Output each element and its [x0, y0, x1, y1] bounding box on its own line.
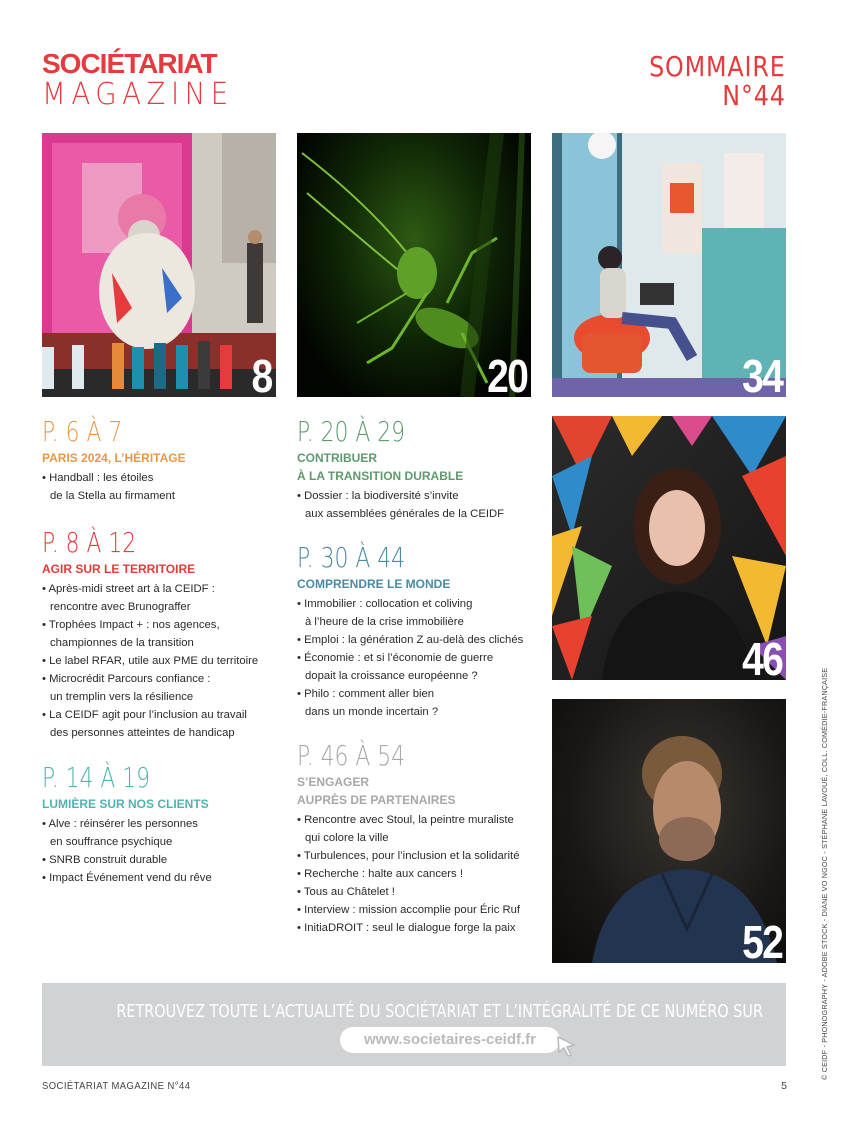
page-number-badge: 20: [486, 350, 527, 397]
list-item[interactable]: [42, 580, 258, 616]
item-line: • Recherche : halte aux cancers !: [297, 868, 463, 880]
actor-portrait-photo[interactable]: [552, 699, 786, 963]
item-line: dopait la croissance européenne ?: [305, 670, 478, 682]
item-line: • Interview : mission accomplie pour Éric Ruf: [297, 904, 520, 916]
item-line: • InitiaDROIT : seul le dialogue forge la paix: [297, 922, 516, 934]
page-number-badge: 52: [741, 916, 782, 963]
list-item[interactable]: [42, 815, 212, 851]
section-transition-durable: [297, 417, 504, 523]
item-line: • Handball : les étoiles: [42, 472, 153, 484]
logo-line2: MAGAZINE: [42, 77, 234, 112]
item-line: championnes de la transition: [50, 637, 194, 649]
item-line: • Philo : comment aller bien: [297, 688, 434, 700]
section-agir-territoire: [42, 528, 258, 742]
section-pages: P. 30 À 44: [297, 541, 406, 574]
muralist-portrait-photo[interactable]: [552, 416, 786, 680]
section-engager-partenaires: [297, 741, 520, 937]
list-item[interactable]: [297, 919, 520, 937]
section-items: [297, 811, 520, 937]
list-item[interactable]: [42, 616, 258, 652]
section-comprendre-monde: [297, 543, 523, 721]
item-line: en souffrance psychique: [50, 836, 173, 848]
item-line: à l’heure de la crise immobilière: [305, 616, 464, 628]
list-item[interactable]: [297, 649, 523, 685]
section-pages: P. 20 À 29: [297, 415, 406, 448]
item-line: de la Stella au firmament: [50, 490, 175, 502]
section-title-line: AGIR SUR LE TERRITOIRE: [42, 562, 196, 576]
section-title: [42, 449, 186, 467]
item-line: • Turbulences, pour l’inclusion et la solidarité: [297, 850, 519, 862]
list-item[interactable]: [297, 631, 523, 649]
section-items: [42, 580, 258, 742]
issue-title: [649, 52, 786, 110]
item-line: • Impact Événement vend du rêve: [42, 872, 212, 884]
list-item[interactable]: [297, 847, 520, 865]
item-line: un tremplin vers la résilience: [50, 691, 194, 703]
section-pages: P. 6 À 7: [42, 415, 123, 448]
list-item[interactable]: [297, 685, 523, 721]
section-title: [297, 575, 523, 593]
footer-magazine-name: SOCIÉTARIAT MAGAZINE N°44: [42, 1080, 191, 1092]
item-line: • Microcrédit Parcours confiance :: [42, 673, 210, 685]
item-line: • Alve : réinsérer les personnes: [42, 818, 198, 830]
list-item[interactable]: [297, 595, 523, 631]
list-item[interactable]: [297, 901, 520, 919]
banner-text: RETROUVEZ TOUTE L’ACTUALITÉ DU SOCIÉTARIAT ET L’INTÉGRALITÉ DE CE NUMÉRO SUR: [116, 1001, 763, 1022]
list-item[interactable]: [297, 487, 504, 523]
list-item[interactable]: [42, 706, 258, 742]
section-title: [42, 795, 212, 813]
section-pages: P. 46 À 54: [297, 739, 406, 772]
item-line: qui colore la ville: [305, 832, 389, 844]
page-number-badge: 8: [251, 350, 272, 397]
section-title-line: LUMIÈRE SUR NOS CLIENTS: [42, 797, 209, 811]
cursor-icon: [556, 1035, 578, 1057]
list-item[interactable]: [42, 652, 258, 670]
street-artist-photo[interactable]: [42, 133, 276, 397]
item-line: aux assemblées générales de la CEIDF: [305, 508, 505, 520]
section-title: [297, 773, 520, 809]
street-artist-illustration: [42, 133, 276, 397]
item-line: • Tous au Châtelet !: [297, 886, 395, 898]
list-item[interactable]: [42, 851, 212, 869]
section-title: [42, 560, 258, 578]
item-line: • Emploi : la génération Z au-delà des clichés: [297, 634, 523, 646]
magazine-logo: [42, 50, 250, 112]
list-item[interactable]: [42, 670, 258, 706]
item-line: • Économie : et si l’économie de guerre: [297, 652, 493, 664]
item-line: • Après-midi street art à la CEIDF :: [42, 583, 215, 595]
section-items: [297, 487, 504, 523]
list-item[interactable]: [297, 883, 520, 901]
section-title-line: PARIS 2024, L’HÉRITAGE: [42, 451, 186, 465]
section-title-line: AUPRÈS DE PARTENAIRES: [297, 793, 456, 807]
list-item[interactable]: [297, 865, 520, 883]
website-banner: [42, 983, 786, 1066]
section-title-line: À LA TRANSITION DURABLE: [297, 469, 464, 483]
section-paris-2024: [42, 417, 186, 505]
list-item[interactable]: [297, 811, 520, 847]
item-line: • Immobilier : collocation et coliving: [297, 598, 472, 610]
section-items: [297, 595, 523, 721]
page-number-badge: 46: [741, 633, 782, 680]
section-items: [42, 815, 212, 887]
footer-page-number: 5: [781, 1080, 787, 1092]
section-title-line: S’ENGAGER: [297, 775, 370, 789]
section-title: [297, 449, 504, 485]
sommaire-label: SOMMAIRE: [649, 50, 786, 83]
section-title-line: COMPRENDRE LE MONDE: [297, 577, 451, 591]
list-item[interactable]: [42, 869, 212, 887]
website-link[interactable]: www.societaires-ceidf.fr: [340, 1027, 560, 1053]
section-items: [42, 469, 186, 505]
list-item[interactable]: [42, 469, 186, 505]
item-line: • Le label RFAR, utile aux PME du territoire: [42, 655, 258, 667]
item-line: • SNRB construit durable: [42, 854, 167, 866]
item-line: des personnes atteintes de handicap: [50, 727, 235, 739]
item-line: dans un monde incertain ?: [305, 706, 439, 718]
item-line: • Dossier : la biodiversité s’invite: [297, 490, 459, 502]
logo-line1: SOCIÉTARIAT: [42, 48, 217, 79]
item-line: • La CEIDF agit pour l’inclusion au travail: [42, 709, 247, 721]
issue-number: N°44: [722, 79, 786, 112]
photo-credits: © CEIDF - PHONOGRAPHY - ADOBE STOCK - DIANE VO NGOC - STÉPHANE LAVOUÉ, COLL. COMÉDIE-FRANÇAISE: [820, 667, 829, 1080]
section-pages: P. 14 À 19: [42, 761, 151, 794]
section-lumiere-clients: [42, 763, 212, 887]
item-line: rencontre avec Brunograffer: [50, 601, 191, 613]
grasshopper-photo[interactable]: [297, 133, 531, 397]
item-line: • Rencontre avec Stoul, la peintre muraliste: [297, 814, 514, 826]
section-title-line: CONTRIBUER: [297, 451, 377, 465]
section-pages: P. 8 À 12: [42, 526, 137, 559]
item-line: • Trophées Impact + : nos agences,: [42, 619, 220, 631]
page-number-badge: 34: [741, 350, 782, 397]
woman-laptop-illustration[interactable]: [552, 133, 786, 397]
